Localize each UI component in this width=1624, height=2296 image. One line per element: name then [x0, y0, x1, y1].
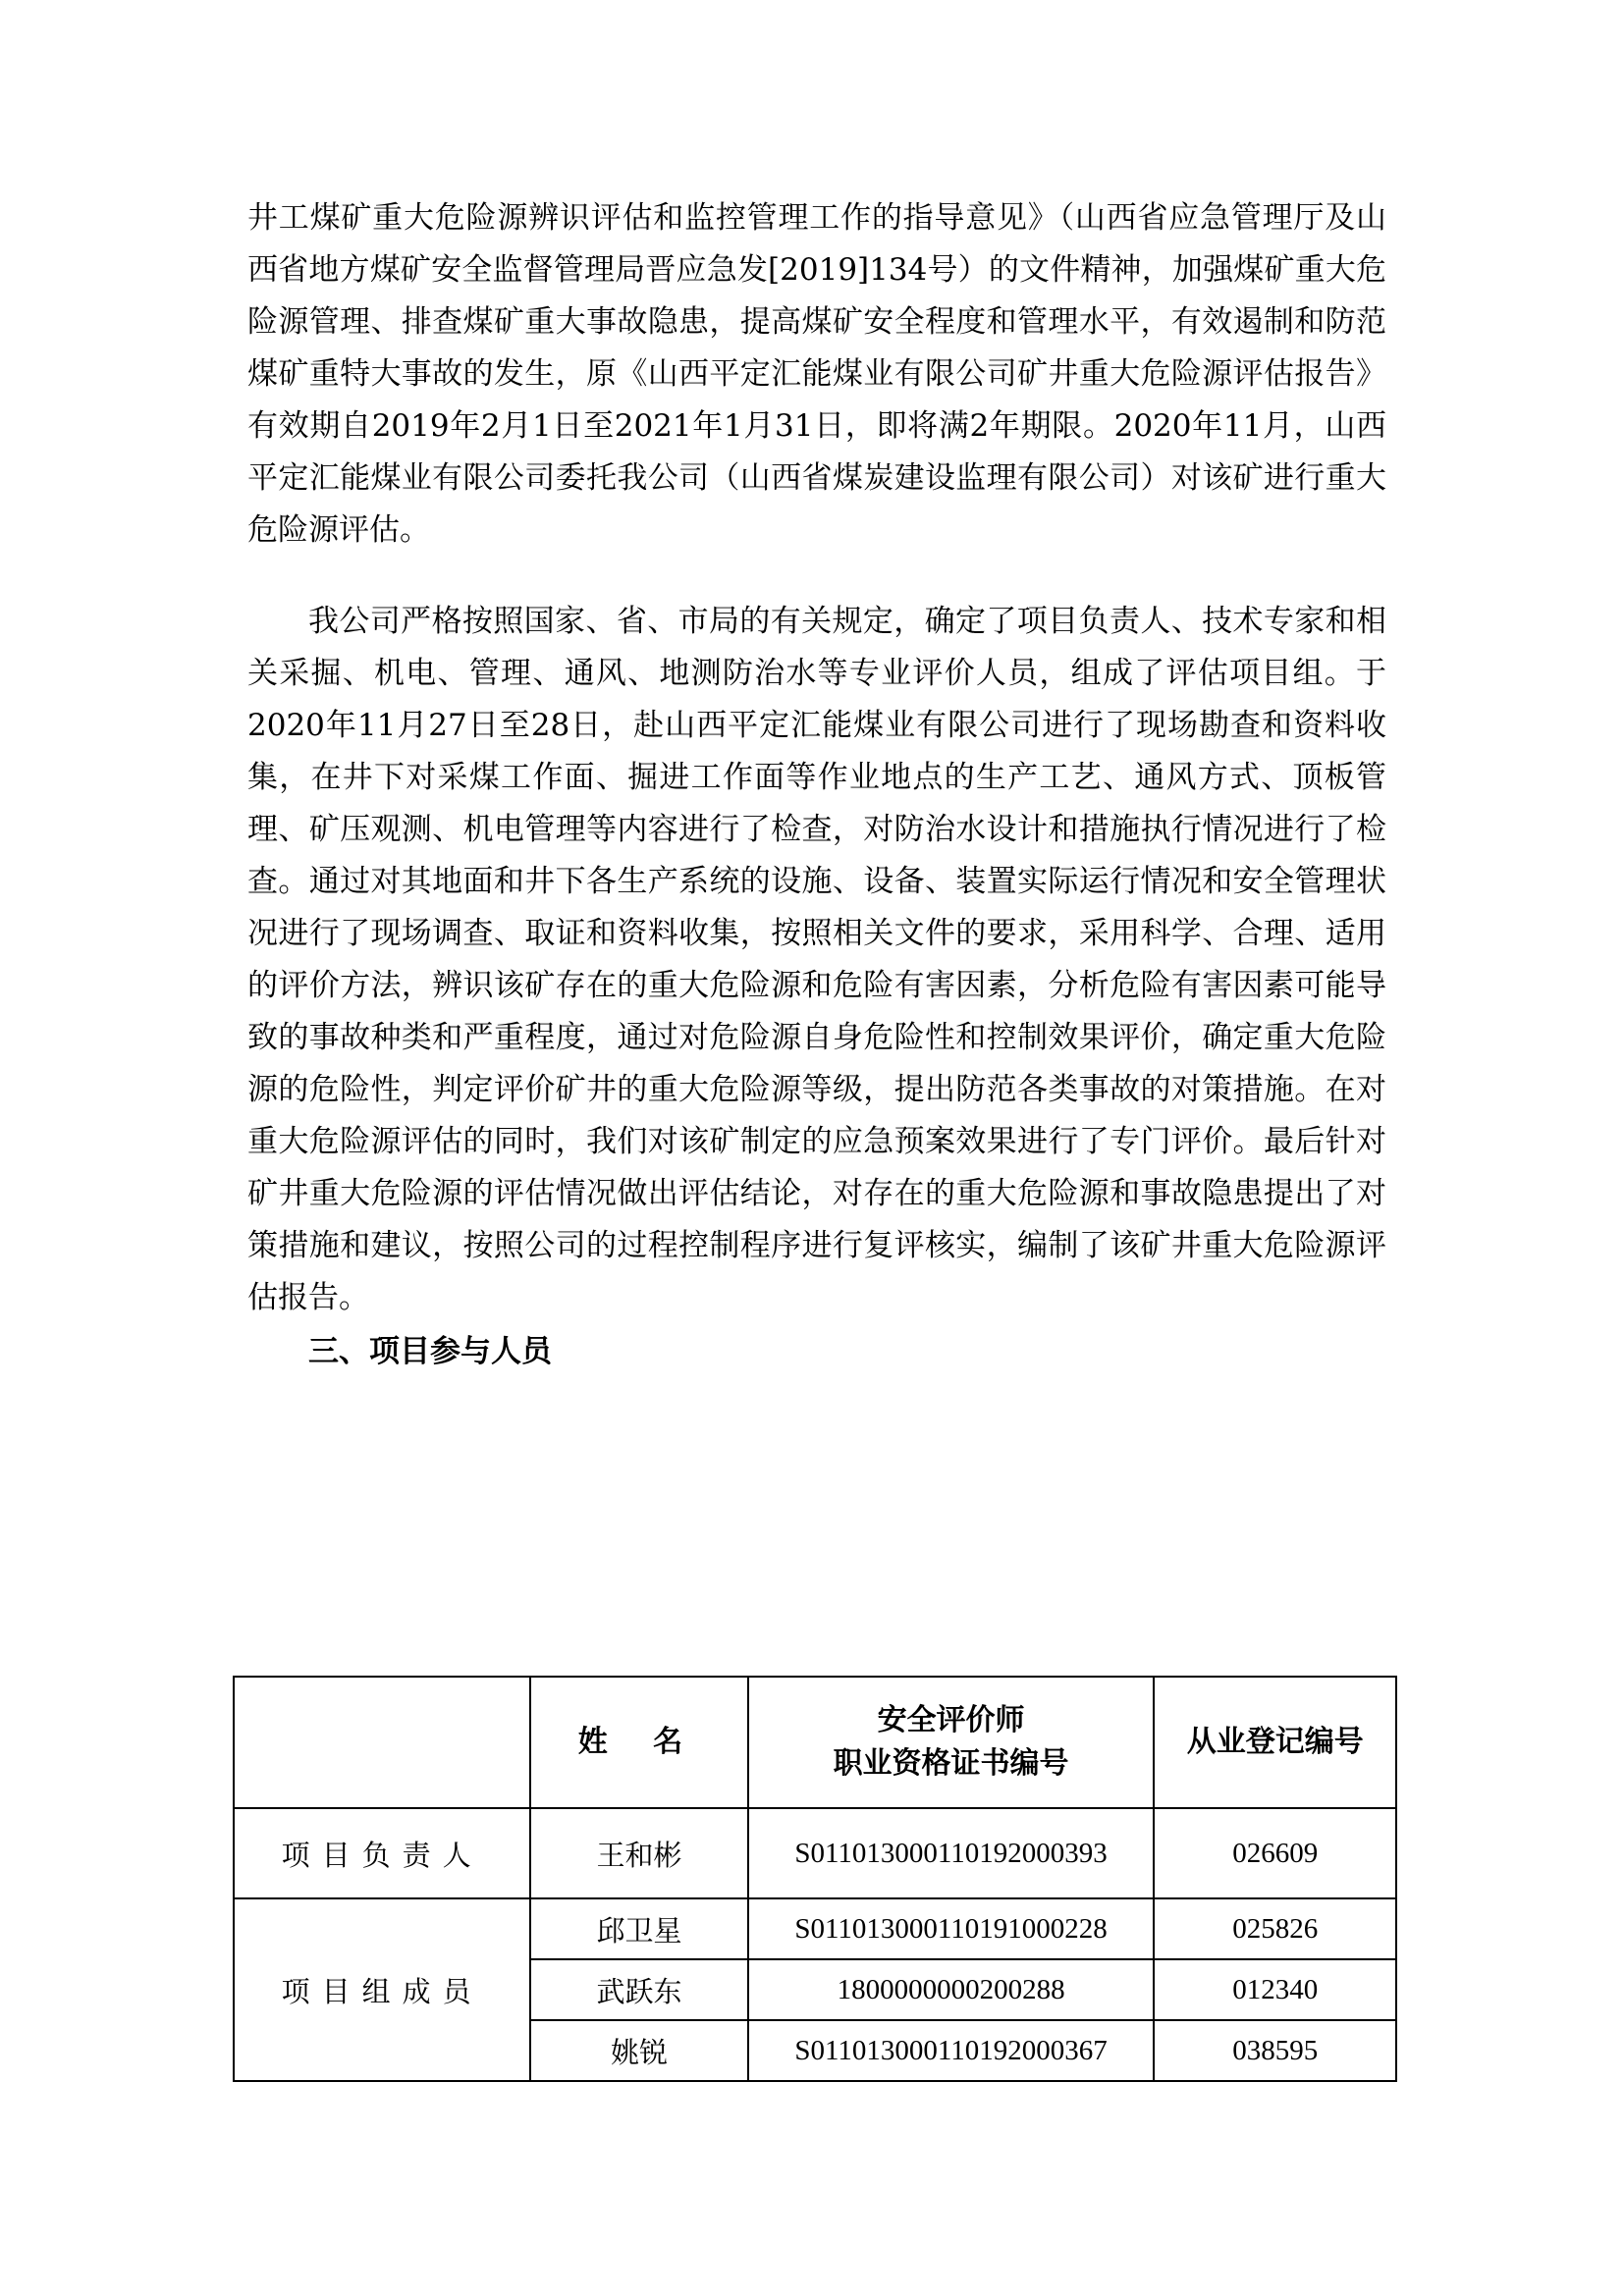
member-reg: 012340 [1154, 1959, 1396, 2020]
member-reg: 038595 [1154, 2020, 1396, 2081]
member-name: 姚锐 [530, 2020, 747, 2081]
role-members: 项目组成员 [234, 1898, 530, 2081]
header-blank [234, 1677, 530, 1808]
leader-cert: S011013000110192000393 [748, 1808, 1155, 1898]
member-reg: 025826 [1154, 1898, 1396, 1959]
role-leader: 项目负责人 [234, 1808, 530, 1898]
table-header-row [234, 1677, 1396, 1808]
paragraph-gap [247, 557, 1386, 596]
staff-table [233, 1676, 1397, 2082]
member-cert: S011013000110192000367 [748, 2020, 1155, 2081]
member-name: 武跃东 [530, 1959, 747, 2020]
member-name: 邱卫星 [530, 1898, 747, 1959]
header-reg: 从业登记编号 [1154, 1677, 1396, 1808]
table-row-leader [234, 1808, 1396, 1898]
member-cert: 1800000000200288 [748, 1959, 1155, 2020]
table-row-member [234, 1898, 1396, 1959]
header-cert [748, 1677, 1155, 1808]
paragraph-2: 我公司严格按照国家、省、市局的有关规定，确定了项目负责人、技术专家和相关采掘、机电、管理、通风、地测防治水等专业评价人员，组成了评估项目组。于2020年11月27日至28日，赴山西平定汇能煤业有限公司进行了现场勘查和资料收集，在井下对采煤工作面、掘进工作面等作业地点的生产工艺、通风方式、顶板管理、矿压观测、机电管理等内容进行了检查，对防治水设计和措施执行情况进行了检查。通过对其地面和井下各生产系统的设施、设备、装置实际运行情况和安全管理状况进行了现场调查、取证和资料收集，按照相关文件的要求，采用科学、合理、适用的评价方法，辨识该矿存在的重大危险源和危险有害因素，分析危险有害因素可能导致的事故种类和严重程度，通过对危险源自身危险性和控制效果评价，确定重大危险源的危险性，判定评价矿井的重大危险源等级，提出防范各类事故的对策措施。在对重大危险源评估的同时，我们对该矿制定的应急预案效果进行了专门评价。最后针对矿井重大危险源的评估情况做出评估结论，对存在的重大危险源和事故隐患提出了对策措施和建议，按照公司的过程控制程序进行复评核实，编制了该矿井重大危险源评估报告。 [247, 604, 1386, 1315]
header-cert-line1: 安全评价师 [877, 1703, 1025, 1737]
paragraph-1: 井工煤矿重大危险源辨识评估和监控管理工作的指导意见》（山西省应急管理厅及山西省地方煤矿安全监督管理局晋应急发[2019]134号）的文件精神，加强煤矿重大危险源管理、排查煤矿重大事故隐患，提高煤矿安全程度和管理水平，有效遏制和防范煤矿重特大事故的发生，原《山西平定汇能煤业有限公司矿井重大危险源评估报告》有效期自2019年2月1日至2021年1月31日，即将满2年期限。2020年11月，山西平定汇能煤业有限公司委托我公司（山西省煤炭建设监理有限公司）对该矿进行重大危险源评估。 [247, 200, 1386, 548]
member-cert: S011013000110191000228 [748, 1898, 1155, 1959]
section-heading: 三、项目参与人员 [308, 1334, 552, 1369]
header-cert-line2: 职业资格证书编号 [833, 1746, 1069, 1781]
leader-reg: 026609 [1154, 1808, 1396, 1898]
header-name: 姓 名 [530, 1677, 747, 1808]
document-body [247, 192, 1386, 1378]
leader-name: 王和彬 [530, 1808, 747, 1898]
